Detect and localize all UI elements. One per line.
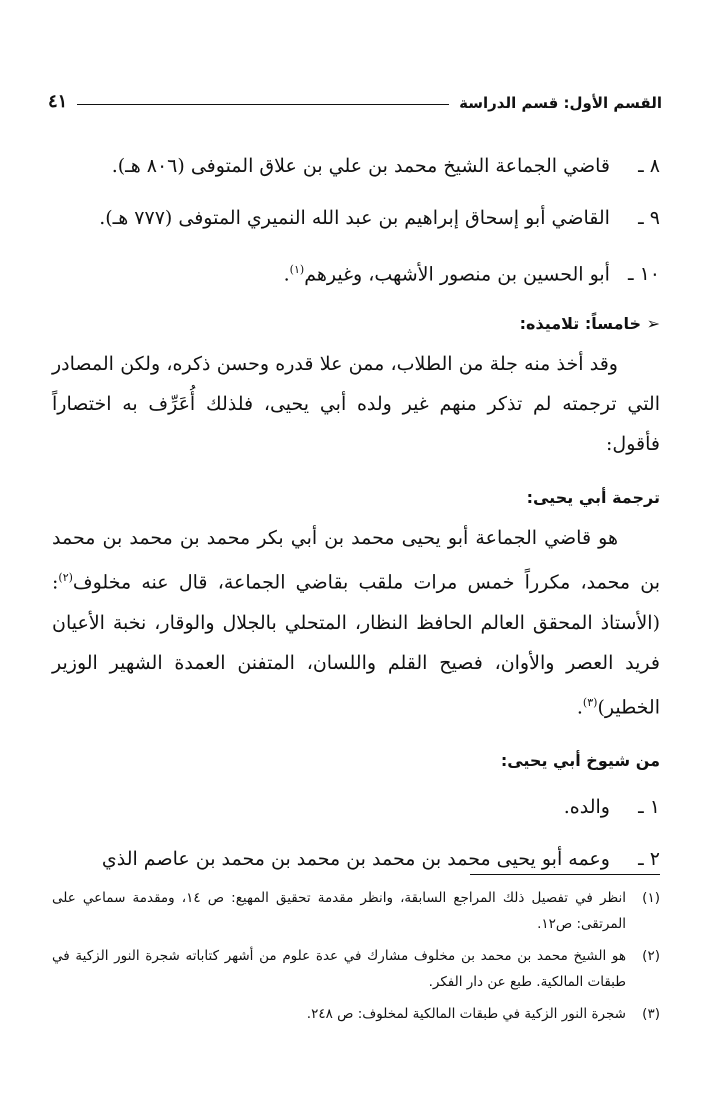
footnote-number: (٢) xyxy=(642,948,660,964)
list-item xyxy=(52,781,660,833)
running-header xyxy=(48,78,662,112)
bio-paragraph xyxy=(52,518,660,727)
footnote-text: انظر في تفصيل ذلك المراجع السابقة، وانظر مقدمة تحقيق المهيع: ص ١٤، ومقدمة سماعي على المرتقى: ص١٢. xyxy=(52,890,627,932)
list-item-number: ٩ ـ xyxy=(638,207,660,229)
list-item-number: ١ ـ xyxy=(638,795,660,818)
bio-text-b: : (الأستاذ المحقق العالم الحافظ النظار، المتحلي بالجلال والوقار، نخبة الأعيان فريد العصر والأوان، فصيح القلم واللسان، المتفنن العمدة الشهير الوزير الخطير) xyxy=(52,571,660,718)
footnote xyxy=(52,1001,660,1027)
footnotes xyxy=(52,885,660,1033)
header-rule xyxy=(77,104,449,105)
footnote-ref: (٢) xyxy=(58,571,73,585)
footnote-ref: (١) xyxy=(289,263,305,276)
list-item-text: والده. xyxy=(563,795,610,818)
footnote-ref: (٣) xyxy=(582,695,598,709)
page-body xyxy=(52,140,660,885)
list-item-number: ١٠ ـ xyxy=(627,263,660,286)
list-item-tail: . xyxy=(283,263,290,286)
bio-text-end: . xyxy=(576,695,583,718)
list-item xyxy=(52,244,660,300)
list-item-text: القاضي أبو إسحاق إبراهيم بن عبد الله النميري المتوفى (٧٧٧ هـ). xyxy=(99,207,610,229)
footnote-text: هو الشيخ محمد بن محمد بن مخلوف مشارك في عدة علوم من أشهر كتاباته شجرة النور الزكية في طبقات المالكية. طبع عن دار الفكر. xyxy=(52,948,626,990)
footnote-separator xyxy=(470,874,660,875)
list-item-text: أبو الحسين بن منصور الأشهب، وغيرهم xyxy=(304,263,610,286)
footnote-text: شجرة النور الزكية في طبقات المالكية لمخلوف: ص ٢٤٨. xyxy=(306,1006,626,1022)
heading-text: خامساً: تلاميذه: xyxy=(519,314,642,334)
section-heading-bio: ترجمة أبي يحيى: xyxy=(526,488,660,508)
list-item xyxy=(52,833,660,885)
list-item-text: وعمه أبو يحيى محمد بن محمد بن محمد بن محمد بن عاصم الذي xyxy=(101,847,610,870)
list-item xyxy=(52,192,660,244)
list-item-text: قاضي الجماعة الشيخ محمد بن علي بن علاق المتوفى (٨٠٦ هـ). xyxy=(111,155,610,177)
list-item xyxy=(52,140,660,192)
footnote xyxy=(52,943,660,995)
students-paragraph: وقد أخذ منه جلة من الطلاب، ممن علا قدره وحسن ذكره، ولكن المصادر التي ترجمته لم تذكر منهم غير ولده أبي يحيى، فلذلك أُعَرِّف به اختصاراً فأقول: xyxy=(52,353,660,456)
footnote xyxy=(52,885,660,937)
page-number: ٤١ xyxy=(48,91,68,112)
footnote-number: (١) xyxy=(642,890,660,906)
header-title: القسم الأول: قسم الدراسة xyxy=(459,94,662,112)
footnote-number: (٣) xyxy=(642,1006,660,1022)
list-item-number: ٢ ـ xyxy=(638,847,660,870)
bio-text-a: هو قاضي الجماعة أبو يحيى محمد بن أبي بكر محمد بن محمد بن محمد بن محمد، مكرراً خمس مرات ملقب بقاضي الجماعة، قال عنه مخلوف xyxy=(52,527,660,594)
section-heading-students xyxy=(52,310,660,338)
list-item-number: ٨ ـ xyxy=(638,155,660,177)
section-heading-teachers: من شيوخ أبي يحيى: xyxy=(500,750,660,770)
arrow-marker-icon: ➢ xyxy=(646,314,660,334)
